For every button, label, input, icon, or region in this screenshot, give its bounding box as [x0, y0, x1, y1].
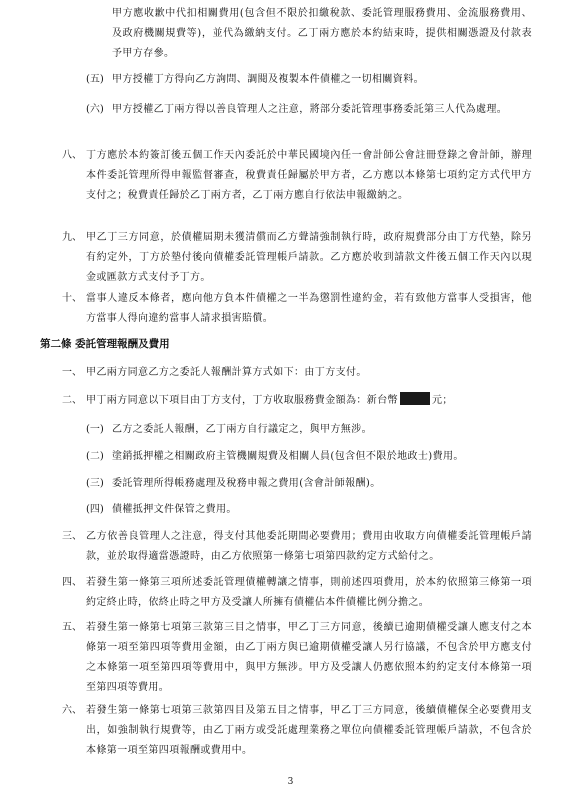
fee-text-before: 甲丁兩方同意以下項目由丁方支付，丁方收取服務費金額為：新台幣 [86, 395, 398, 406]
clause-marker: 二、 [62, 395, 82, 406]
item-marker: (一) [86, 424, 104, 435]
item-marker: (三) [86, 478, 104, 489]
item-text: 甲方授權丁方得向乙方詢問、調閱及複製本件債權之一切相關資料。 [112, 74, 424, 85]
clause-text: 甲乙兩方同意乙方之委託人報酬計算方式如下：由丁方支付。 [86, 367, 367, 378]
item-marker: (六) [86, 104, 104, 115]
clause-text: 乙方依善良管理人之注意，得支付其他委託期間必要費用；費用由收取方向債權委託管理帳戶請款，並於取得適當憑證時，由乙方依照第一條第七項第四款約定方式給付之。 [86, 531, 532, 562]
clause-text: 若發生第一條第三項所述委託管理債權轉讓之情事，則前述四項費用，於本約依照第三條第一項約定終止時，依終止時之甲方及受讓人所擁有債權佔本件債權比例分擔之。 [86, 577, 532, 608]
clause-marker: 九、 [62, 232, 82, 243]
section-heading: 第二條 委託管理報酬及費用 [40, 338, 170, 350]
item-text: 甲方授權乙丁兩方得以善良管理人之注意，將部分委託管理事務委託第三人代為處理。 [112, 104, 508, 115]
item-text: 債權抵押文件保管之費用。 [112, 504, 237, 515]
clause-marker: 四、 [62, 577, 82, 588]
item-marker: (四) [86, 504, 104, 515]
clause-text: 甲乙丁三方同意，於債權屆期未獲清償而乙方聲請強制執行時，政府規費部分由丁方代墊，除另有約定外，丁方於墊付後向債權委託管理帳戶請款。乙方應於收到請款文件後五個工作天內以現金或匯款方式支付予丁方。 [86, 232, 532, 283]
item-text: 乙方之委託人報酬，乙丁兩方自行議定之，與甲方無涉。 [112, 424, 372, 435]
clause-text: 當事人違反本條者，應向他方負本件債權之一半為懲罰性違約金，若有致他方當事人受損害，他方當事人得向違約當事人請求損害賠償。 [86, 293, 532, 324]
item-text: 塗銷抵押權之相關政府主管機關規費及相關人員(包含但不限於地政士)費用。 [112, 451, 464, 462]
clause-marker: 六、 [62, 705, 82, 716]
clause-text: 若發生第一條第七項第三款第四目及第五目之情事，甲乙丁三方同意，後續債權保全必要費用支出，如強制執行規費等，由乙丁兩方或受託處理業務之單位向債權委託管理帳戶請款，不包含於本條第一項至第四項報酬或費用中。 [86, 705, 532, 756]
item-marker: (二) [86, 451, 104, 462]
item-marker: (五) [86, 74, 104, 85]
item-text: 委託管理所得帳務處理及稅務申報之費用(含會計師報酬)。 [112, 478, 381, 489]
clause-marker: 八、 [62, 150, 82, 161]
redacted-amount [400, 392, 430, 405]
clause-marker: 一、 [62, 367, 82, 378]
clause-text: 丁方應於本約簽訂後五個工作天內委託於中華民國境內任一會計師公會註冊登錄之會計師，辦理本件委託管理所得申報監督審查，稅費責任歸屬於甲方者，乙方應以本條第七項約定方式代甲方支付之；稅費責任歸於乙丁兩方者，乙丁兩方應自行依法申報繳納之。 [86, 150, 532, 201]
clause-marker: 三、 [62, 531, 82, 542]
clause-marker: 十、 [62, 293, 82, 304]
page-number: 3 [287, 777, 294, 787]
clause-marker: 五、 [62, 622, 82, 633]
continuation-paragraph: 甲方應收歉中代扣相關費用(包含但不限於扣繳稅款、委託管理服務費用、金流服務費用、及政府機關規費等)，並代為繳納支付。乙丁兩方應於本約結束時，提供相關憑證及付款表予甲方存參。 [112, 8, 532, 59]
clause-text: 若發生第一條第七項第三款第三目之情事，甲乙丁三方同意，後續已逾期債權受讓人應支付之本條第一項至第四項等費用金額，由乙丁兩方與已逾期債權受讓人另行協議，不包含於甲方應支付之本條第一項至第四項等費用中，與甲方無涉。甲方及受讓人仍應依照本約約定支付本條第一項至第四項等費用。 [86, 622, 532, 693]
fee-text-after: 元； [432, 395, 453, 406]
clause-text [86, 391, 532, 411]
